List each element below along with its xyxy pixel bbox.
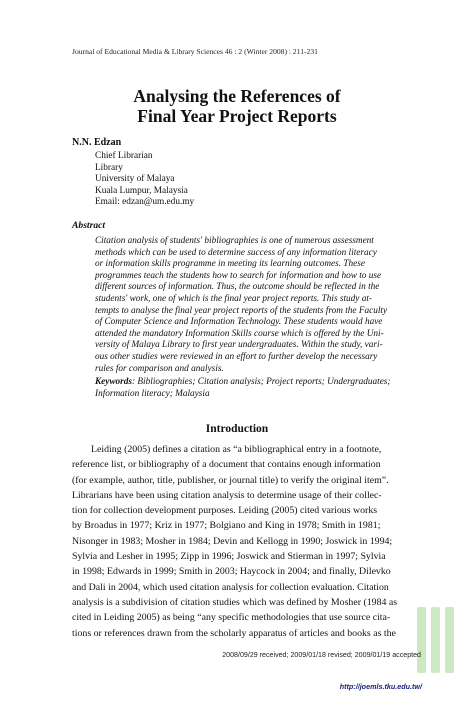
abstract-line: rules for comparison and analysis. xyxy=(95,363,224,374)
abstract-line: students' work, one of which is the final year project reports. This study at- xyxy=(95,293,372,304)
submission-dates: 2008/09/29 received; 2009/01/18 revised; 2009/01/19 accepted xyxy=(222,651,421,659)
body-line: Nisonger in 1983; Mosher in 1984; Devin and Kellogg in 1990; Joswick in 1994; xyxy=(72,535,393,547)
abstract-line: programmes teach the students how to search for information and how to use xyxy=(95,270,382,281)
keywords-block: Keywords: Bibliographies; Citation analysis; Project reports; Undergraduates; Information literacy; Malaysia xyxy=(95,377,391,399)
title-line-1: Analysing the References of xyxy=(133,86,341,106)
keywords-list: Bibliographies; Citation analysis; Project reports; Undergraduates; xyxy=(137,377,391,387)
body-line: and Dali in 2004, which used citation analysis for collection evaluation. Citation xyxy=(72,581,389,593)
affiliation-line: Kuala Lumpur, Malaysia xyxy=(95,185,188,196)
affiliation-line: Chief Librarian xyxy=(95,151,153,161)
author-affiliation xyxy=(95,151,194,209)
title-line-2: Final Year Project Reports xyxy=(137,106,337,126)
journal-citation-header: Journal of Educational Media & Library Sciences 46 : 2 (Winter 2008) : 211-231 xyxy=(72,47,318,56)
abstract-text xyxy=(95,236,405,375)
abstract-line: Citation analysis of students' bibliographies is one of numerous assessment xyxy=(95,236,374,246)
abstract-heading: Abstract xyxy=(72,220,106,231)
body-line: in 1998; Edwards in 1999; Smith in 2003; Haycock in 2004; and finally, Dilevko xyxy=(72,566,391,578)
body-line: Sylvia and Lesher in 1995; Zipp in 1996; Joswick and Stierman in 1997; Sylvia xyxy=(72,551,386,563)
body-line: tions or references drawn from the scholarly apparatus of articles and books as the xyxy=(72,627,396,639)
paper-title xyxy=(0,86,474,126)
body-line: (for example, author, title, publisher, or journal title) to verify the original item”. xyxy=(72,474,389,486)
affiliation-line: University of Malaya xyxy=(95,174,175,185)
abstract-line: different sources of information. Thus, the outcome should be reflected in the xyxy=(95,282,380,293)
journal-url-link[interactable]: http://joemls.tku.edu.tw/ xyxy=(339,682,422,691)
affiliation-line: Library xyxy=(95,162,123,173)
body-line: tion for collection development purposes. Leiding (2005) cited various works xyxy=(72,505,378,517)
abstract-line: methods which can be used to determine success of any information literacy xyxy=(95,247,377,258)
watermark-logo xyxy=(400,600,470,680)
body-line: by Broadus in 1977; Kriz in 1977; Bolgiano and King in 1978; Smith in 1981; xyxy=(72,520,381,532)
keywords-label: Keywords xyxy=(95,377,132,387)
author-name: N.N. Edzan xyxy=(72,137,122,148)
abstract-line: of Computer Science and Information Technology. These students would have xyxy=(95,317,383,328)
section-heading-introduction: Introduction xyxy=(205,423,269,435)
body-line: cited in Leiding 2005) as being “any specific methodologies that use source cita- xyxy=(72,612,391,624)
body-line: analysis is a subdivision of citation studies which was defined by Mosher (1984 as xyxy=(72,596,398,608)
body-line: Leiding (2005) defines a citation as “a bibliographical entry in a footnote, xyxy=(91,444,382,455)
author-email: Email: edzan@um.edu.my xyxy=(95,197,195,208)
abstract-line: versity of Malaya Library to first year undergraduates. Within the study, vari- xyxy=(95,340,383,351)
body-line: Librarians have been using citation analysis to determine usage of their collec- xyxy=(72,489,382,501)
abstract-line: attended the mandatory Information Skills course which is offered by the Uni- xyxy=(95,328,384,339)
body-line: reference list, or bibliography of a document that contains enough information xyxy=(72,459,381,471)
keywords-list-continued: Information literacy; Malaysia xyxy=(95,388,210,399)
abstract-line: tempts to analyse the final year project reports of the students from the Faculty xyxy=(95,305,388,316)
introduction-paragraph xyxy=(72,442,402,641)
abstract-line: or information skills programme in meeting its learning outcomes. These xyxy=(95,259,365,270)
abstract-line: ous other studies were reviewed in an effort to further develop the necessary xyxy=(95,351,378,362)
